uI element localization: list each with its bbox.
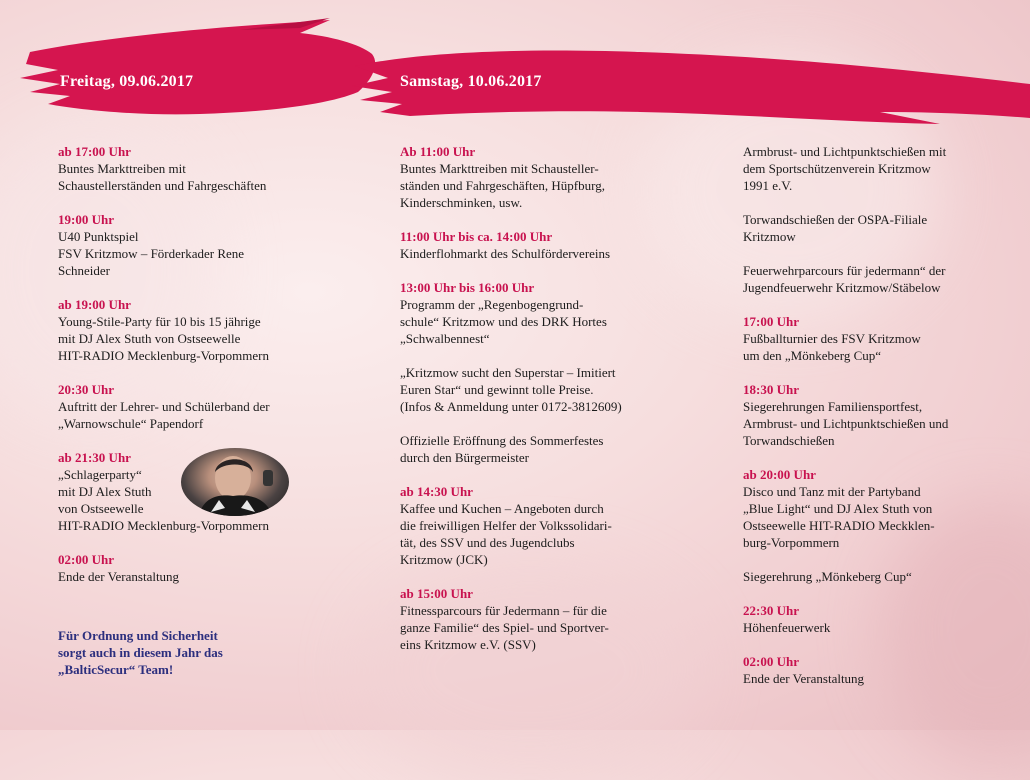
entry-time: 19:00 Uhr <box>58 212 114 227</box>
security-note-line: sorgt auch in diesem Jahr das <box>58 645 223 660</box>
entry-time: ab 20:00 Uhr <box>743 467 816 482</box>
entry-description-line: Programm der „Regenbogengrund- <box>400 297 584 312</box>
schedule-entry <box>58 551 358 585</box>
friday-schedule <box>58 143 358 602</box>
entry-description-line: Euren Star“ und gewinnt tolle Preise. <box>400 382 594 397</box>
entry-description-line: Kritzmow <box>743 229 796 244</box>
schedule-entry <box>400 364 700 415</box>
entry-time: 11:00 Uhr bis ca. 14:00 Uhr <box>400 229 553 244</box>
dj-photo <box>181 448 289 516</box>
entry-description-line: burg-Vorpommern <box>743 535 840 550</box>
entry-description-line: Disco und Tanz mit der Partyband <box>743 484 921 499</box>
entry-description-line: durch den Bürgermeister <box>400 450 529 465</box>
entry-description-line: HIT-RADIO Mecklenburg-Vorpommern <box>58 348 269 363</box>
security-note-line: „BalticSecur“ Team! <box>58 662 174 677</box>
security-note <box>58 627 223 678</box>
entry-time: ab 21:30 Uhr <box>58 450 131 465</box>
schedule-entry <box>58 211 358 279</box>
schedule-entry <box>743 466 1023 551</box>
friday-title: Freitag, 09.06.2017 <box>60 73 194 90</box>
entry-description-line: HIT-RADIO Mecklenburg-Vorpommern <box>58 518 269 533</box>
security-note-line: Für Ordnung und Sicherheit <box>58 628 218 643</box>
entry-description-line: Schaustellerständen und Fahrgeschäften <box>58 178 267 193</box>
entry-description-line: Offizielle Eröffnung des Sommerfestes <box>400 433 604 448</box>
schedule-entry <box>58 381 358 432</box>
entry-description-line: Feuerwehrparcours für jedermann“ der <box>743 263 946 278</box>
entry-description-line: Ostseewelle HIT-RADIO Meckklen- <box>743 518 935 533</box>
entry-description-line: 1991 e.V. <box>743 178 793 193</box>
entry-description-line: (Infos & Anmeldung unter 0172-3812609) <box>400 399 622 414</box>
entry-time: 02:00 Uhr <box>743 654 799 669</box>
entry-description-line: ganze Familie“ des Spiel- und Sportver- <box>400 620 609 635</box>
entry-description-line: Kaffee und Kuchen – Angeboten durch <box>400 501 604 516</box>
entry-description-line: mit DJ Alex Stuth von Ostseewelle <box>58 331 241 346</box>
entry-description-line: Ende der Veranstaltung <box>743 671 865 686</box>
entry-description-line: mit DJ Alex Stuth <box>58 484 152 499</box>
entry-description-line: Fußballturnier des FSV Kritzmow <box>743 331 921 346</box>
entry-description-line: Höhenfeuerwerk <box>743 620 831 635</box>
entry-description-line: von Ostseewelle <box>58 501 144 516</box>
schedule-entry <box>400 228 700 262</box>
schedule-entry <box>58 143 358 194</box>
entry-description-line: Jugendfeuerwehr Kritzmow/Stäbelow <box>743 280 941 295</box>
saturday-title: Samstag, 10.06.2017 <box>400 73 542 90</box>
entry-time: Ab 11:00 Uhr <box>400 144 476 159</box>
entry-description-line: „Warnowschule“ Papendorf <box>58 416 204 431</box>
entry-description-line: Siegerehrungen Familiensportfest, <box>743 399 923 414</box>
entry-description-line: Siegerehrung „Mönkeberg Cup“ <box>743 569 912 584</box>
entry-description-line: um den „Mönkeberg Cup“ <box>743 348 882 363</box>
schedule-entry <box>743 381 1023 449</box>
entry-description-line: Armbrust- und Lichtpunktschießen und <box>743 416 949 431</box>
entry-description-line: „Blue Light“ und DJ Alex Stuth von <box>743 501 933 516</box>
entry-description-line: Torwandschießen <box>743 433 835 448</box>
entry-description-line: Schneider <box>58 263 110 278</box>
entry-time: ab 14:30 Uhr <box>400 484 473 499</box>
entry-description-line: „Schlagerparty“ <box>58 467 142 482</box>
entry-description-line: ständen und Fahrgeschäften, Hüpfburg, <box>400 178 605 193</box>
entry-description-line: „Schwalbennest“ <box>400 331 490 346</box>
entry-description-line: U40 Punktspiel <box>58 229 139 244</box>
entry-description-line: Armbrust- und Lichtpunktschießen mit <box>743 144 947 159</box>
entry-description-line: eins Kritzmow e.V. (SSV) <box>400 637 536 652</box>
schedule-entry <box>400 432 700 466</box>
entry-description-line: Torwandschießen der OSPA-Filiale <box>743 212 928 227</box>
entry-description-line: Kinderschminken, usw. <box>400 195 523 210</box>
entry-time: ab 19:00 Uhr <box>58 297 131 312</box>
entry-time: 02:00 Uhr <box>58 552 114 567</box>
entry-description-line: die freiwilligen Helfer der Volkssolidari- <box>400 518 612 533</box>
schedule-entry <box>743 262 1023 296</box>
schedule-entry <box>743 653 1023 687</box>
entry-time: 22:30 Uhr <box>743 603 799 618</box>
schedule-entry <box>400 483 700 568</box>
schedule-entry <box>743 602 1023 636</box>
schedule-entry <box>400 143 700 211</box>
entry-time: 18:30 Uhr <box>743 382 799 397</box>
saturday-schedule-right <box>743 143 1023 704</box>
entry-description-line: dem Sportschützenverein Kritzmow <box>743 161 931 176</box>
entry-time: ab 15:00 Uhr <box>400 586 473 601</box>
entry-time: ab 17:00 Uhr <box>58 144 131 159</box>
entry-description-line: Ende der Veranstaltung <box>58 569 180 584</box>
entry-description-line: Kinderflohmarkt des Schulfördervereins <box>400 246 611 261</box>
schedule-entry <box>743 143 1023 194</box>
entry-description-line: Fitnessparcours für Jedermann – für die <box>400 603 607 618</box>
entry-description-line: „Kritzmow sucht den Superstar – Imitiert <box>400 365 616 380</box>
entry-description-line: Buntes Markttreiben mit Schausteller- <box>400 161 599 176</box>
entry-description-line: Buntes Markttreiben mit <box>58 161 186 176</box>
entry-time: 13:00 Uhr bis 16:00 Uhr <box>400 280 535 295</box>
saturday-schedule-left <box>400 143 700 670</box>
entry-description-line: FSV Kritzmow – Förderkader Rene <box>58 246 245 261</box>
entry-time: 20:30 Uhr <box>58 382 114 397</box>
entry-description-line: Auftritt der Lehrer- und Schülerband der <box>58 399 270 414</box>
schedule-entry <box>58 296 358 364</box>
schedule-entry <box>400 585 700 653</box>
entry-description-line: schule“ Kritzmow und des DRK Hortes <box>400 314 607 329</box>
entry-time: 17:00 Uhr <box>743 314 799 329</box>
entry-description-line: tät, des SSV und des Jugendclubs <box>400 535 575 550</box>
schedule-entry <box>400 279 700 347</box>
brush-stroke-banner <box>0 0 1030 140</box>
entry-description-line: Kritzmow (JCK) <box>400 552 488 567</box>
schedule-entry <box>743 211 1023 245</box>
entry-description-line: Young-Stile-Party für 10 bis 15 jährige <box>58 314 261 329</box>
schedule-entry <box>743 568 1023 585</box>
schedule-entry <box>743 313 1023 364</box>
